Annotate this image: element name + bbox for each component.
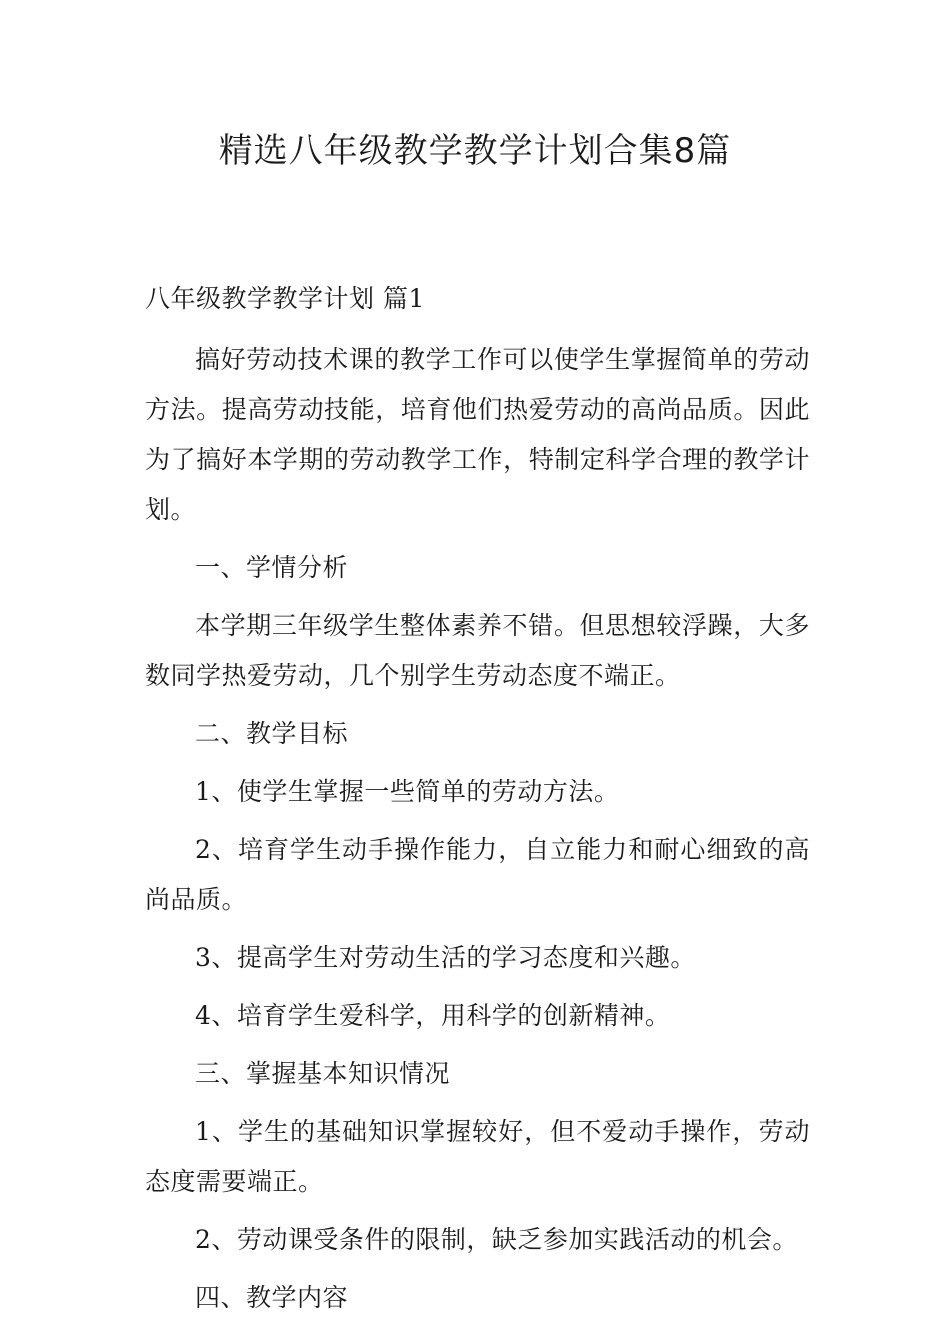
heading-teaching-goals: 二、教学目标 [195,719,349,748]
knowledge-item-1: 1、学生的基础知识掌握较好，但不爱动手操作，劳动态度需要端正。 [145,1117,810,1196]
goal-item-1: 1、使学生掌握一些简单的劳动方法。 [195,777,620,806]
intro-paragraph: 搞好劳动技术课的教学工作可以使学生掌握简单的劳动方法。提高劳动技能，培育他们热爱劳动的高尚品质。因此为了搞好本学期的劳动教学工作，特制定科学合理的教学计划。 [145,345,810,524]
situation-paragraph: 本学期三年级学生整体素养不错。但思想较浮躁，大多数同学热爱劳动，几个别学生劳动态度不端正。 [145,611,810,690]
document-body [145,278,810,1331]
goal-item-4: 4、培育学生爱科学，用科学的创新精神。 [195,1001,671,1030]
heading-teaching-content: 四、教学内容 [195,1283,349,1312]
goal-item-3: 3、提高学生对劳动生活的学习态度和兴趣。 [195,943,696,972]
document-title: 精选八年级教学教学计划合集8篇 [218,131,732,171]
knowledge-item-2: 2、劳动课受条件的限制，缺乏参加实践活动的机会。 [195,1225,798,1254]
goal-item-2: 2、培育学生动手操作能力，自立能力和耐心细致的高尚品质。 [145,835,810,914]
section-heading: 八年级教学教学计划 篇1 [145,284,425,313]
heading-situation-analysis: 一、学情分析 [195,553,349,582]
heading-basic-knowledge: 三、掌握基本知识情况 [195,1059,451,1088]
